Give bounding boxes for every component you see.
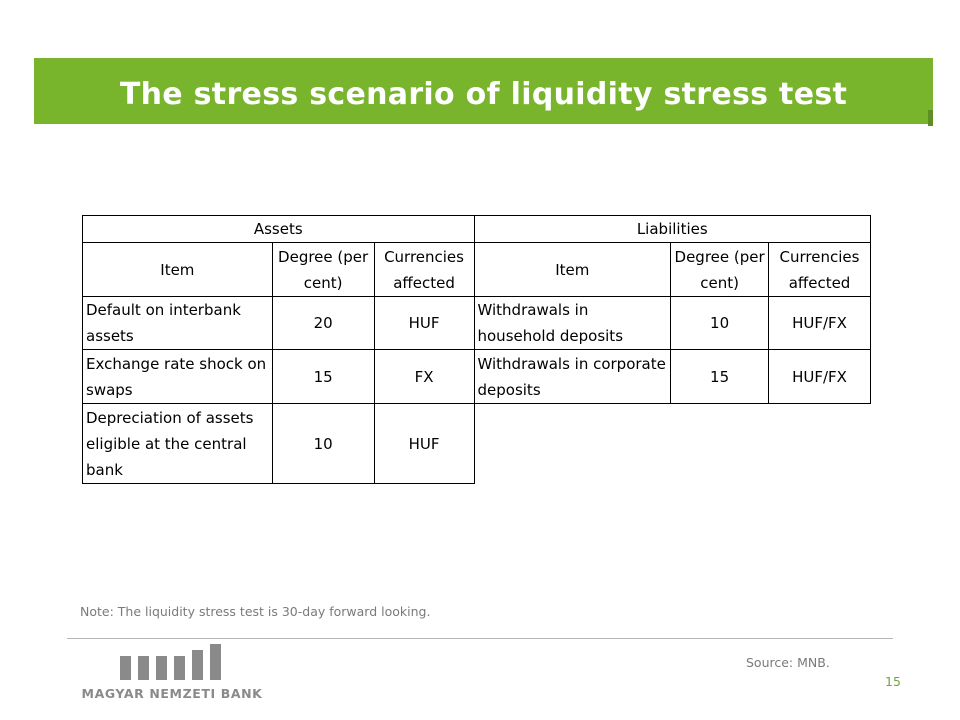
table-group-header-row: [83, 216, 871, 243]
empty-cell: [474, 404, 871, 484]
asset-degree: 10: [272, 404, 374, 484]
page-number: 15: [885, 674, 901, 689]
asset-currencies: HUF: [374, 297, 474, 350]
assets-degree-header: Degree (per cent): [272, 243, 374, 297]
slide-title: The stress scenario of liquidity stress test: [119, 77, 848, 112]
table-row: [83, 297, 871, 350]
liabilities-item-header: Item: [474, 243, 671, 297]
liability-degree: 15: [671, 350, 769, 404]
asset-degree: 20: [272, 297, 374, 350]
liability-degree: 10: [671, 297, 769, 350]
table-row: [83, 404, 871, 484]
table-note: Note: The liquidity stress test is 30-day forward looking.: [80, 604, 431, 619]
assets-header: Assets: [83, 216, 475, 243]
liabilities-degree-header: Degree (per cent): [671, 243, 769, 297]
source-label: Source: MNB.: [746, 655, 830, 670]
liability-currencies: HUF/FX: [769, 350, 871, 404]
liabilities-currencies-header: Currencies affected: [769, 243, 871, 297]
liability-currencies: HUF/FX: [769, 297, 871, 350]
liability-item: Withdrawals in corporate deposits: [474, 350, 671, 404]
title-bar: [34, 58, 933, 124]
title-bar-shadow: [928, 110, 933, 126]
table-column-header-row: [83, 243, 871, 297]
asset-item: Depreciation of assets eligible at the central bank: [83, 404, 273, 484]
assets-currencies-header: Currencies affected: [374, 243, 474, 297]
mnb-logo: [72, 642, 272, 708]
stress-scenario-table: [82, 215, 871, 484]
asset-degree: 15: [272, 350, 374, 404]
logo-text: MAGYAR NEMZETI BANK: [81, 686, 263, 701]
table-row: [83, 350, 871, 404]
asset-currencies: HUF: [374, 404, 474, 484]
liability-item: Withdrawals in household deposits: [474, 297, 671, 350]
footer-divider: [67, 638, 893, 639]
liabilities-header: Liabilities: [474, 216, 871, 243]
asset-item: Default on interbank assets: [83, 297, 273, 350]
mnb-bars-logo-icon: [120, 644, 230, 680]
assets-item-header: Item: [83, 243, 273, 297]
asset-currencies: FX: [374, 350, 474, 404]
asset-item: Exchange rate shock on swaps: [83, 350, 273, 404]
